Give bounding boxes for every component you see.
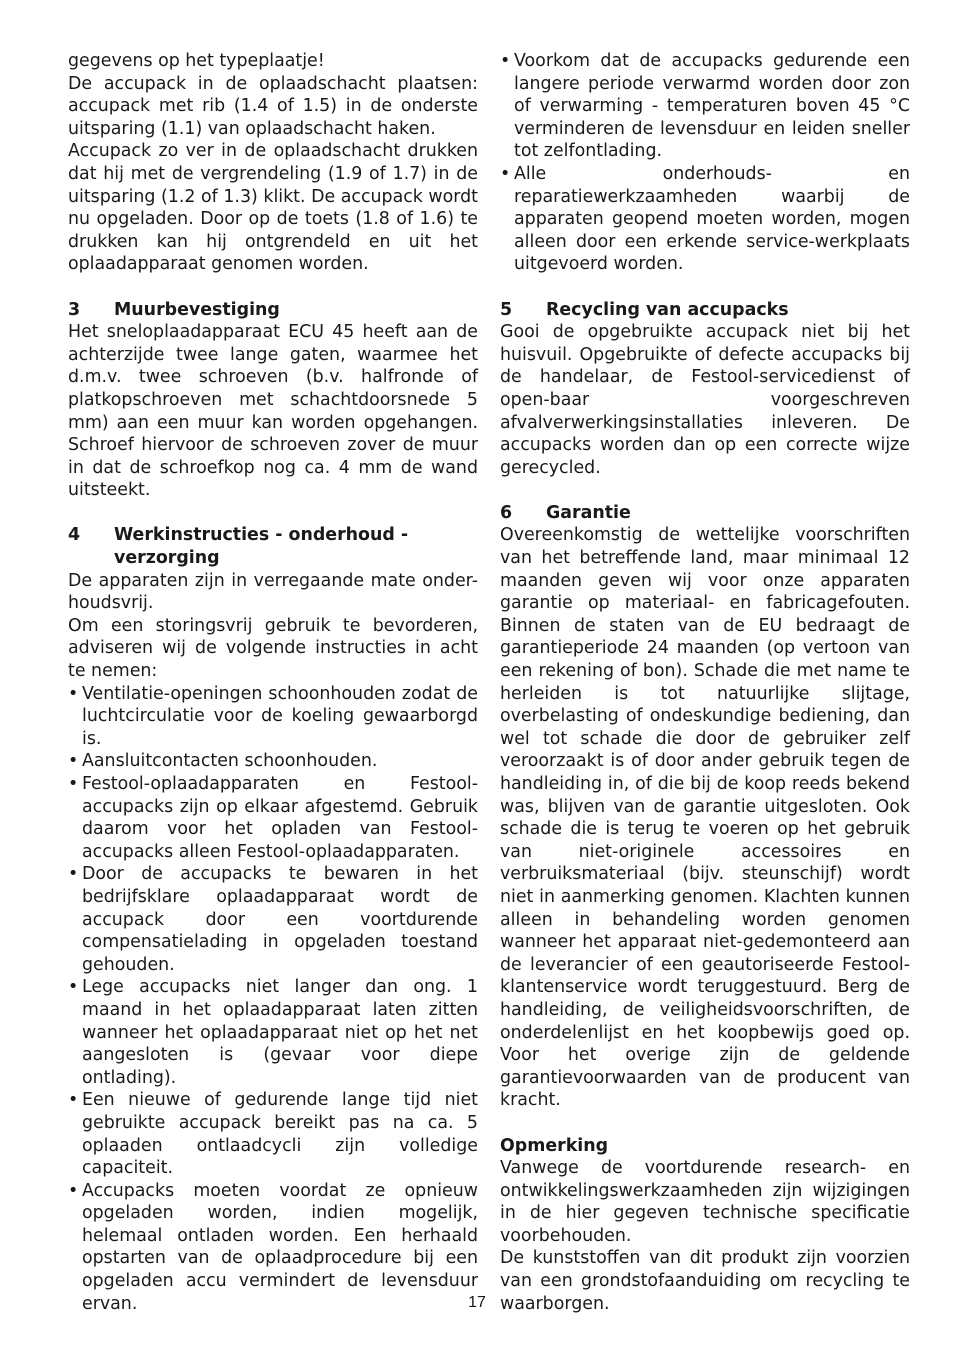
list-item — [68, 863, 478, 976]
note-title: Opmerking — [500, 1135, 609, 1156]
list-item-text: Voorkom dat de accupacks gedurende een langere periode verwarmd worden door zon of verwarming - temperaturen boven 45 °C verminderen de levensduur en leiden sneller tot zelfontlading. — [514, 51, 910, 162]
section-6-heading — [500, 502, 910, 525]
note-heading — [500, 1135, 910, 1158]
section-3-number: 3 — [68, 299, 81, 320]
list-item — [500, 50, 910, 163]
list-item — [68, 773, 478, 863]
list-item-text: Alle onderhouds- en reparatiewerkzaamheden waarbij de apparaten geopend moeten worden, mogen alleen door een erkende service-werkplaats uitgevoerd worden. — [514, 163, 910, 275]
list-item — [68, 976, 478, 1089]
right-column — [500, 50, 910, 1315]
bullet-icon: • — [68, 977, 79, 998]
list-item — [500, 163, 910, 276]
list-item-text: Accupacks moeten voordat ze opnieuw opgeladen worden, indien mogelijk, helemaal ontladen worden. Een herhaald opstarten van de oplaadprocedure bij een opgeladen accu vermindert de levensduur ervan. — [82, 1180, 478, 1314]
section-3-text: Het sneloplaadapparaat ECU 45 heeft aan de achterzijde twee lange gaten, waarmee het d.m.v. twee schroeven (b.v. halfronde of platkopschroeven met schachtdoorsnede 5 mm) aan een muur kan worden opgehangen. Schroef hiervoor de schroeven zover de muur in dat de schroefkop nog ca. 4 mm de wand uitsteekt. — [68, 322, 478, 501]
bullet-icon: • — [500, 163, 511, 184]
page-number: 17 — [468, 1294, 486, 1311]
list-item-text: Ventilatie-openingen schoonhouden zodat de luchtcirculatie voor de koeling gewaarborgd is. — [82, 683, 478, 749]
bullet-icon: • — [68, 774, 79, 794]
section-3-heading — [68, 299, 478, 322]
list-item-text: Aansluitcontacten schoonhouden. — [82, 751, 378, 772]
bullet-icon: • — [68, 1090, 79, 1111]
section-4-title: Werkinstructies - onderhoud - verzorging — [114, 525, 409, 569]
bullet-icon: • — [68, 864, 79, 885]
section-5-number: 5 — [500, 299, 513, 320]
section-6-text: Overeenkomstig de wettelijke voorschriften van het betreffende land, maar minimaal 12 maanden geven wij voor onze apparaten garantie op materiaal- en fabricagefouten. Binnen de staten van de EU bedraagt de garantieperiode 24 maanden (op vertoon van een rekening of bon). Schade die met name te herleiden is tot natuurlijke slijtage, overbelasting of ondeskundige bediening, dan wel tot schade die door de gebruiker zelf veroorzaakt is of door ander gebruik tegen de handleiding in, of die bij de koop reeds bekend was, blijven van de garantie uitgesloten. Ook schade die is terug te voeren op het gebruik van niet-originele accessoires en verbruiksmateriaal (bijv. steunschijf) wordt niet in aanmerking genomen. Klachten kunnen alleen in behandeling worden genomen wanneer het apparaat niet-gedemonteerd aan de leverancier of een geautoriseerde Festool-klantenservice wordt teruggestuurd. Berg de handleiding, de veiligheidsvoorschriften, de onderdelenlijst en het koopbewijs goed op. Voor het overige zijn de geldende garantievoorwaarden van de producent van kracht. — [500, 525, 910, 1111]
list-item — [68, 750, 478, 773]
note-paragraph-2: De kunststoffen van dit produkt zijn voorzien van een grondstofaanduiding om recycling te waarborgen. — [500, 1248, 910, 1314]
list-item-text: Een nieuwe of gedurende lange tijd niet gebruikte accupack bereikt pas na ca. 5 oplaaden ontlaadcycli zijn volledige capaciteit. — [82, 1090, 478, 1179]
section-4-number: 4 — [68, 525, 81, 546]
section-4-paragraph-1: De apparaten zijn in verregaande mate onder-houdsvrij. — [68, 570, 478, 614]
bullet-icon: • — [68, 1180, 79, 1201]
note-paragraph-1: Vanwege de voortdurende research- en ontwikkelingswerkzaamheden zijn wijzigingen in de hier gegeven technische specificatie voorbehouden. — [500, 1158, 910, 1246]
list-item — [68, 683, 478, 751]
list-item-text: Door de accupacks te bewaren in het bedrijfsklare oplaadapparaat wordt de accupack door een voortdurende compensatielading in opgeladen toestand gehouden. — [82, 864, 478, 975]
intro-paragraph-lock: Accupack zo ver in de oplaadschacht drukken dat hij met de vergrendeling (1.9 of 1.7) in de uitsparing (1.2 of 1.3) klikt. De accupack wordt nu opgeladen. Door op de toets (1.8 of 1.6) te drukken kan hij ontgrendeld en uit het oplaadapparaat genomen worden. — [68, 141, 478, 275]
left-column — [68, 50, 478, 1315]
bullet-icon: • — [500, 51, 511, 71]
bullet-icon: • — [68, 683, 79, 704]
list-item-text: Lege accupacks niet langer dan ong. 1 maand in het oplaadapparaat laten zitten wanneer het oplaadapparaat niet op het net aangesloten is (gevaar voor diepe ontlading). — [82, 977, 478, 1088]
list-item-text: Festool-oplaadapparaten en Festool-accupacks zijn op elkaar afgestemd. Gebruik daarom voor het opladen van Festool-accupacks alleen Festool-oplaadapparaten. — [82, 774, 478, 862]
section-3-title: Muurbevestiging — [114, 299, 280, 320]
intro-line: gegevens op het typeplaatje! — [68, 51, 325, 71]
section-5-heading — [500, 299, 910, 322]
section-6-title: Garantie — [546, 502, 631, 523]
section-5-text: Gooi de opgebruikte accupack niet bij het huisvuil. Opgebruikte of defecte accupacks bij de handelaar, de Festool-servicedienst of open-baar voorgeschreven afvalverwerkingsinstallaties inleveren. De accupacks worden dan op een correcte wijze gerecycled. — [500, 322, 910, 478]
section-4-paragraph-2: Om een storingsvrij gebruik te bevorderen, adviseren wij de volgende instructies in acht te nemen: — [68, 615, 478, 682]
bullet-icon: • — [68, 751, 79, 772]
intro-paragraph-insert: De accupack in de oplaadschacht plaatsen: accupack met rib (1.4 of 1.5) in de onderste uitsparing (1.1) van oplaadschacht haken. — [68, 73, 478, 139]
section-5-title: Recycling van accupacks — [546, 299, 789, 320]
list-item — [68, 1089, 478, 1179]
section-4-heading — [68, 524, 478, 569]
section-6-number: 6 — [500, 502, 513, 523]
